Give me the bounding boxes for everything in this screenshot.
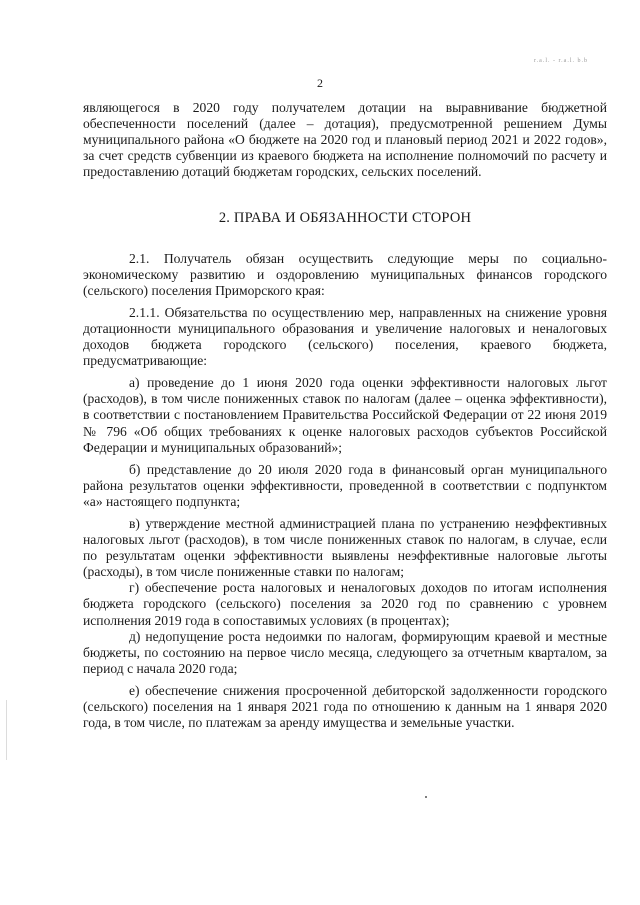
scan-speck [425,796,427,798]
intro-paragraph: являющегося в 2020 году получателем дотации на выравнивание бюджетной обеспеченности поселений (далее – дотация), предусмотренной решением Думы муниципального района «О бюджете на 2020 год и плановый период 2021 и 2022 годов», за счет средств субвенции из краевого бюджета на исполнение полномочий по расчету и предоставлению дотаций бюджетам городских, сельских поселений. [83,100,607,180]
list-item-v: в) утверждение местной администрацией плана по устранению неэффективных налоговых льгот (расходов), в том числе пониженных ставок по налогам, в случае, если по результатам оценки эффективности выявлены неэффективные налоговые льготы (расходы), в том числе пониженные ставки по налогам; [83,515,607,580]
list-item-d: д) недопущение роста недоимки по налогам, формирующим краевой и местные бюджеты, по состоянию на первое число месяца, следующего за отчетным кварталом, за период с начала 2020 года; [83,628,607,676]
paragraph-2-1-1: 2.1.1. Обязательства по осуществлению мер, направленных на снижение уровня дотационности муниципального образования и увеличение налоговых и неналоговых доходов бюджета городского (сельского) поселения, краевого бюджета, предусматривающие: [83,304,607,369]
paragraph-2-1: 2.1. Получатель обязан осуществить следующие меры по социально-экономическому развитию и оздоровлению муниципальных финансов городского (сельского) поселения Приморского края: [83,250,607,298]
page-number: 2 [317,76,323,90]
scan-corner-mark: r.a.l. - r.a.l. b.b [534,58,588,64]
list-item-e: е) обеспечение снижения просроченной дебиторской задолженности городского (сельского) поселения на 1 января 2021 года по отношению к данным на 1 января 2020 года, в том числе, по платежам за аренду имущества и земельные участки. [83,682,607,731]
document-body [83,100,607,731]
scan-edge-line [6,700,7,760]
section-heading: 2. ПРАВА И ОБЯЗАННОСТИ СТОРОН [218,210,472,227]
list-item-b: б) представление до 20 июля 2020 года в финансовый орган муниципального района результатов оценки эффективности, проведенной в соответствии с подпунктом «а» настоящего подпункта; [83,461,607,509]
list-item-g: г) обеспечение роста налоговых и неналоговых доходов по итогам исполнения бюджета городского (сельского) поселения за 2020 год по сравнению с уровнем исполнения 2019 года в сопоставимых условиях (в процентах); [83,580,607,628]
list-item-a: а) проведение до 1 июня 2020 года оценки эффективности налоговых льгот (расходов), в том числе пониженных ставок по налогам (далее – оценка эффективности), в соответствии с постановлением Правительства Российской Федерации от 22 июня 2019 № 796 «Об общих требованиях к оценке налоговых расходов субъектов Российской Федерации и муниципальных образований»; [83,375,607,455]
